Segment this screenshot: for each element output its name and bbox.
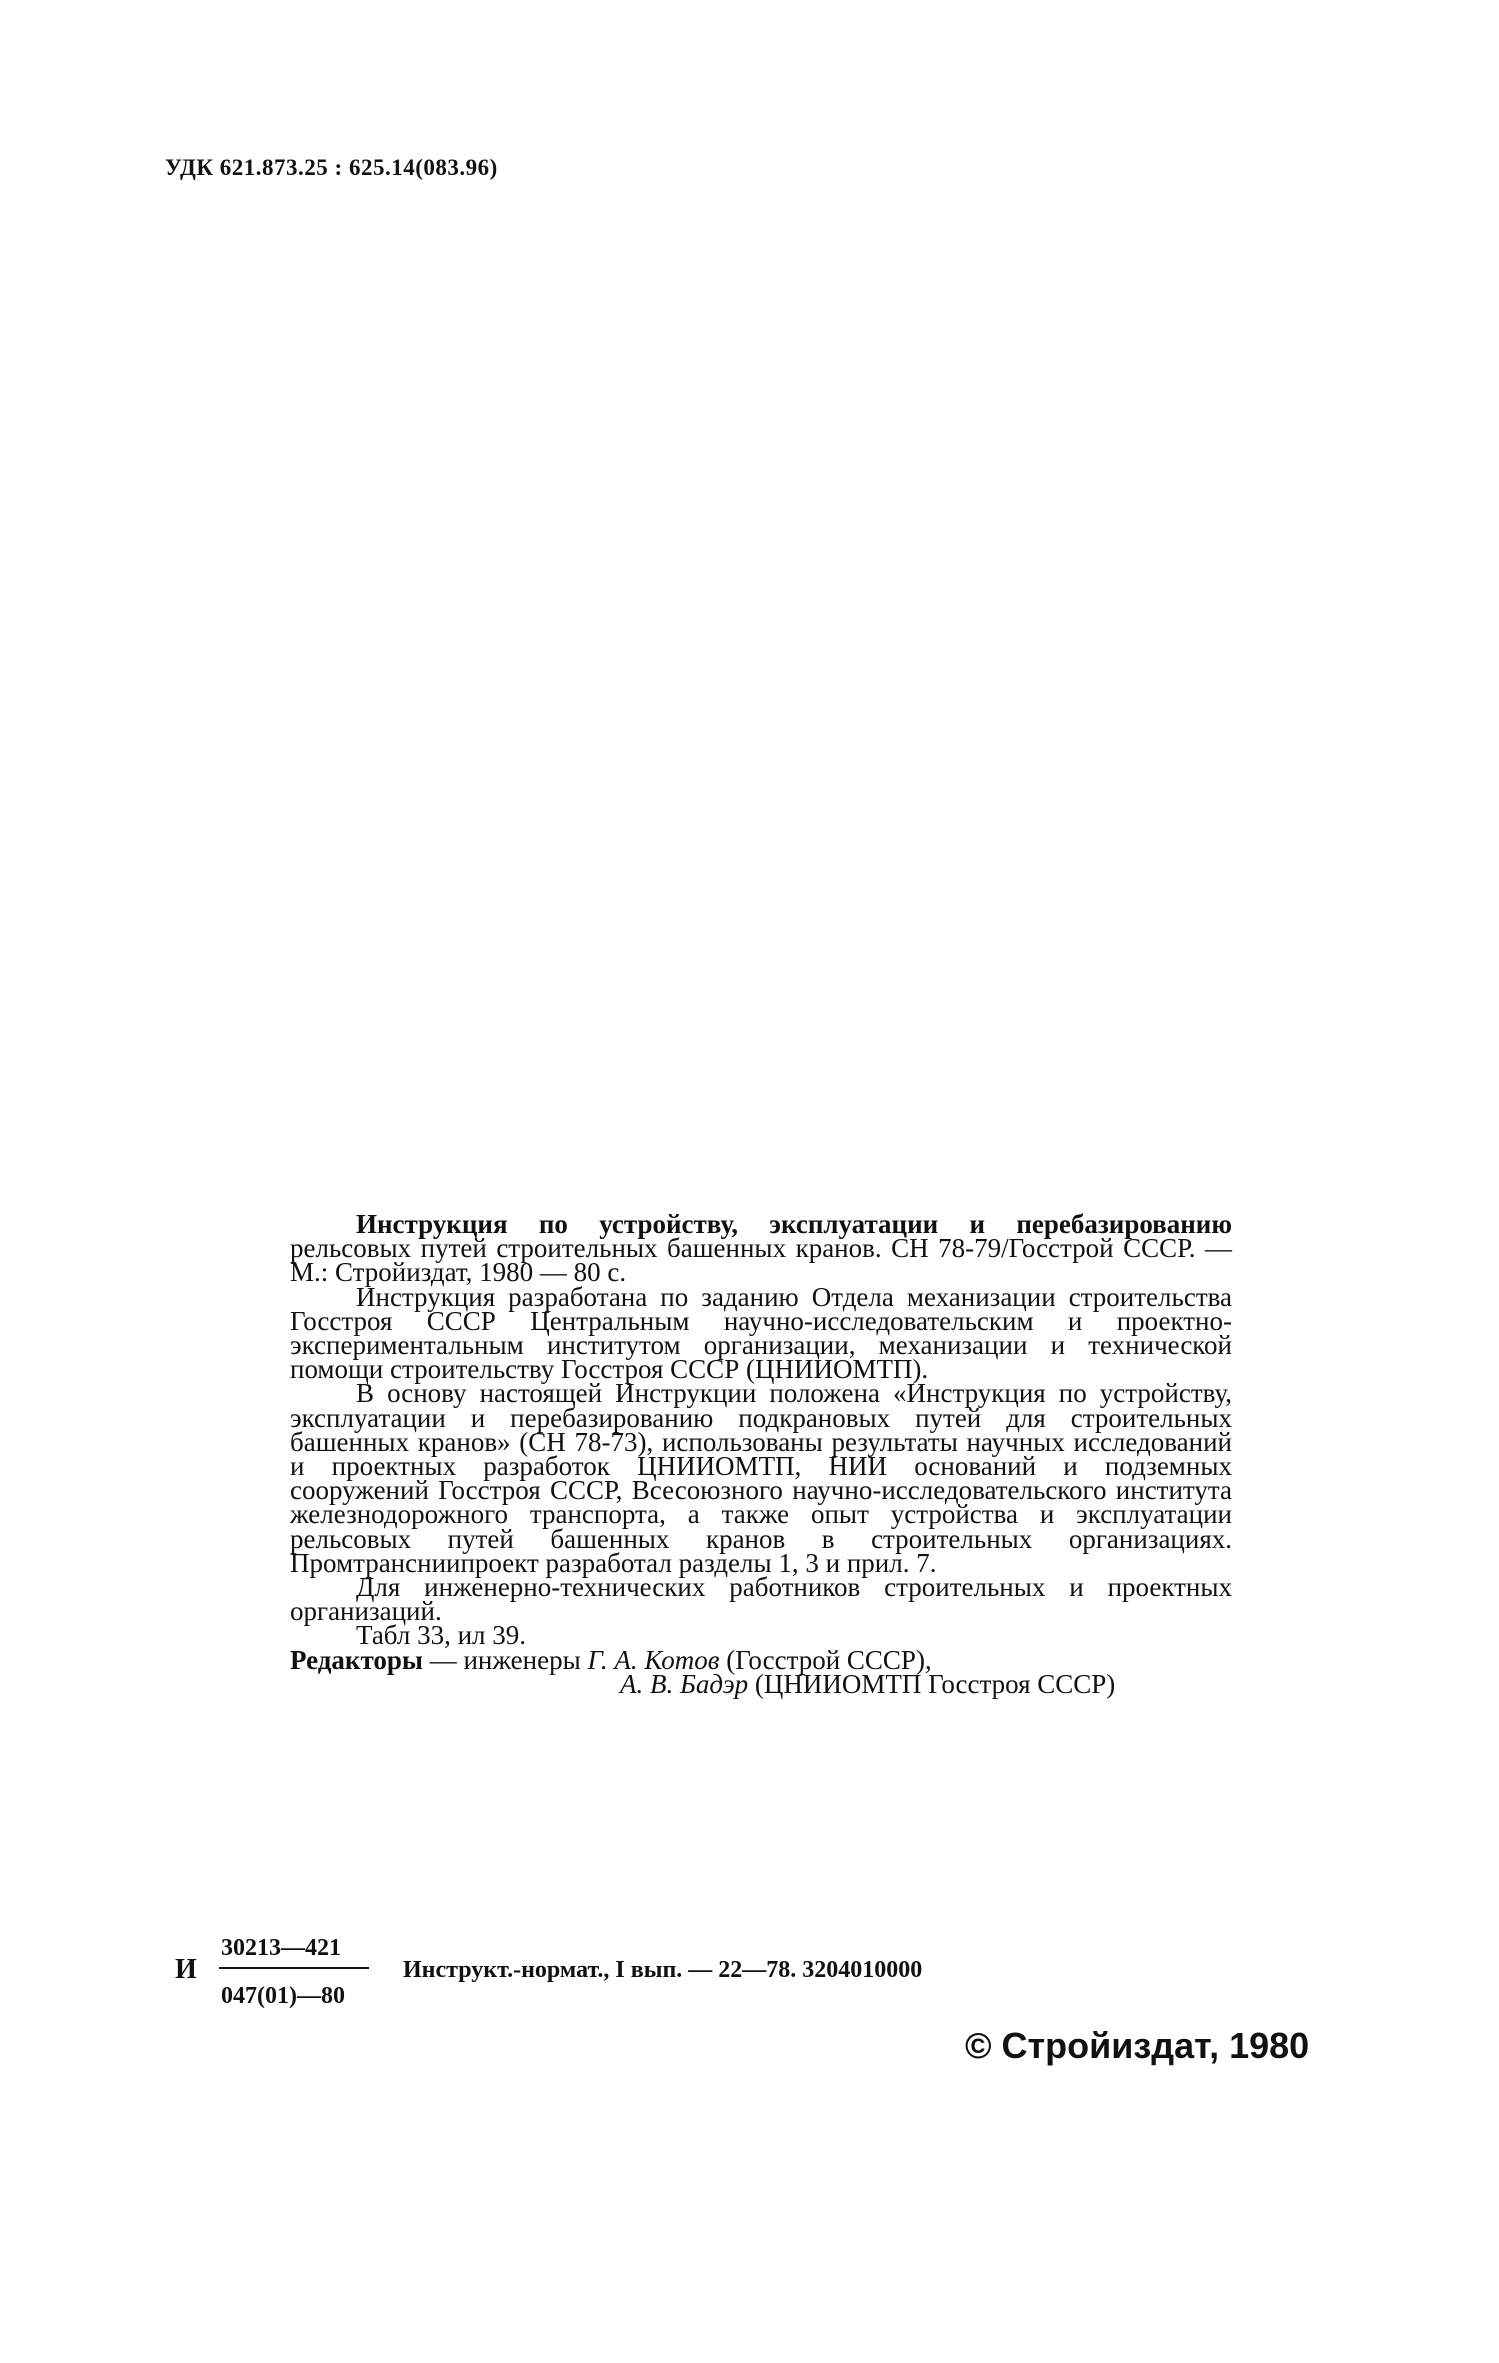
editor-2-name: А. В. Бадэр — [620, 1668, 749, 1699]
editors-dash: — инженеры — [422, 1644, 588, 1675]
abstract-citation — [290, 1209, 1232, 1288]
abstract-citation-rest: рельсовых путей строительных башенных кранов. СН 78-79/Госстрой СССР. — М.: Стройиздат, 1980 — 80 с. — [290, 1233, 1232, 1288]
index-numerator: 30213—421 — [221, 1935, 341, 1961]
copyright-notice: © Стройиздат, 1980 — [965, 2025, 1310, 2066]
abstract-paragraph-3: Для инженерно-технических работников строительных и проектных организаций. — [290, 1572, 1232, 1627]
editor-1-org: (Госстрой СССР), — [719, 1644, 932, 1675]
editor-2-line — [620, 1668, 1232, 1699]
udk-code: УДК 621.873.25 : 625.14(083.96) — [165, 155, 498, 180]
index-fraction-line — [219, 1967, 369, 1969]
index-denominator: 047(01)—80 — [221, 1983, 345, 2009]
index-letter: И — [175, 1954, 197, 1985]
abstract-title: Инструкция по устройству, эксплуатации и перебазированию — [356, 1209, 1232, 1239]
abstract-paragraph-1: Инструкция разработана по заданию Отдела механизации строительства Госстроя СССР Центральным научно-исследовательским и проектно-экспериментальным институтом организации, механизации и технической помощи строительству Госстроя СССР (ЦНИИОМТП). — [290, 1281, 1232, 1385]
index-codes: Инструкт.-нормат., I вып. — 22—78. 3204010000 — [403, 1957, 923, 1983]
abstract-block — [290, 1209, 1232, 1699]
editors-label: Редакторы — [290, 1644, 423, 1675]
abstract-paragraph-2: В основу настоящей Инструкции положена «Инструкция по устройству, эксплуатации и перебазированию подкрановых путей для строительных башенных кранов» (СН 78-73), использованы результаты научных исследований и проектных разработок ЦНИИОМТП, НИИ оснований и подземных сооружений Госстроя СССР, Всесоюзного научно-исследовательского института железнодорожного транспорта, а также опыт устройства и эксплуатации рельсовых путей башенных кранов в строительных организациях. Промтрансниипроект разработал разделы 1, 3 и прил. 7. — [290, 1378, 1232, 1578]
editor-1-name: Г. А. Котов — [587, 1644, 720, 1675]
bibliographic-index — [175, 1935, 1075, 2015]
abstract-tables-count: Табл 33, ил 39. — [356, 1620, 527, 1651]
editor-2-org: (ЦНИИОМТП Госстроя СССР) — [748, 1668, 1116, 1699]
